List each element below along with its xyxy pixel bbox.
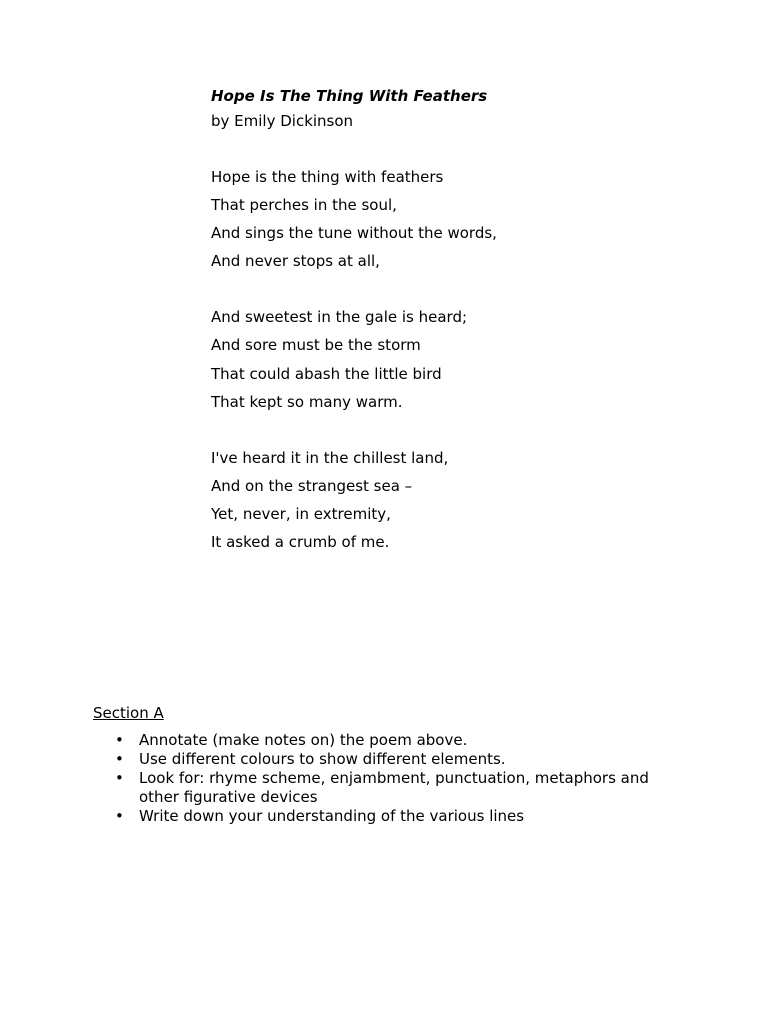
poem-title: Hope Is The Thing With Feathers (211, 87, 488, 105)
poem-line: And sweetest in the gale is heard; (211, 308, 468, 327)
stanza-1 (211, 163, 691, 275)
stanza-3 (211, 444, 691, 556)
poem-line: And sings the tune without the words, (211, 224, 497, 243)
poem-line: And on the strangest sea – (211, 476, 413, 495)
poem-line: That could abash the little bird (211, 364, 442, 383)
poem-line: That perches in the soul, (211, 196, 397, 215)
bullet-icon: • (115, 750, 124, 768)
poem-line: That kept so many warm. (211, 392, 403, 411)
instruction-text: Use different colours to show different elements. (139, 750, 506, 768)
poem-line: Hope is the thing with feathers (211, 168, 444, 186)
stanza-2 (211, 303, 691, 415)
instruction-text: Look for: rhyme scheme, enjambment, punctuation, metaphors and other figurative devices (139, 769, 649, 806)
poem-line: I've heard it in the chillest land, (211, 448, 449, 467)
bullet-icon: • (115, 807, 124, 825)
poem-line: And sore must be the storm (211, 336, 421, 355)
list-item (93, 807, 679, 826)
instruction-text: Annotate (make notes on) the poem above. (139, 731, 468, 749)
section-a (93, 703, 693, 826)
bullet-icon: • (115, 769, 124, 787)
poem-author: by Emily Dickinson (211, 112, 354, 130)
instruction-text: Write down your understanding of the various lines (139, 807, 525, 825)
section-heading: Section A (93, 704, 164, 722)
poem-line: And never stops at all, (211, 252, 380, 271)
instruction-list (93, 731, 693, 826)
list-item (93, 750, 679, 769)
poem-line: Yet, never, in extremity, (211, 504, 391, 523)
bullet-icon: • (115, 731, 124, 749)
poem (211, 85, 691, 556)
list-item (93, 731, 679, 750)
list-item (93, 769, 679, 807)
poem-line: It asked a crumb of me. (211, 533, 390, 552)
